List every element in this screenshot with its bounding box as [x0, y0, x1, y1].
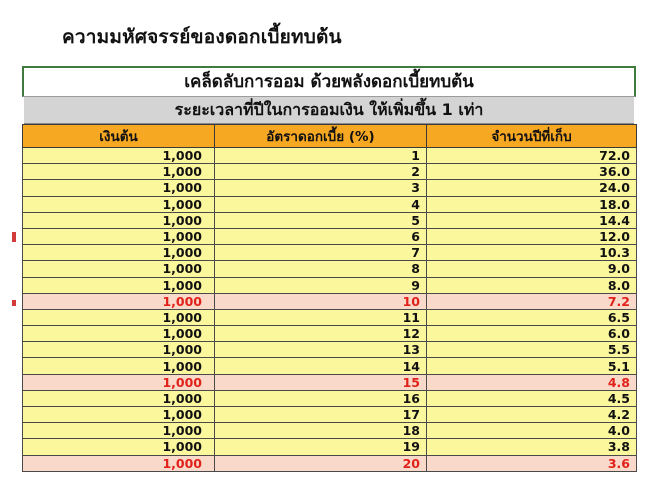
cell-years[interactable]: 12.0: [427, 228, 637, 244]
cell-principal[interactable]: 1,000: [23, 455, 215, 471]
table-row: [23, 423, 637, 439]
cell-rate[interactable]: 2: [215, 164, 427, 180]
column-header-rate[interactable]: อัตราดอกเบี้ย (%): [215, 125, 427, 148]
cell-principal[interactable]: 1,000: [23, 293, 215, 309]
table-row: [23, 358, 637, 374]
cell-rate[interactable]: 17: [215, 407, 427, 423]
column-header-principal[interactable]: เงินต้น: [23, 125, 215, 148]
cell-principal[interactable]: 1,000: [23, 277, 215, 293]
cell-rate[interactable]: 8: [215, 261, 427, 277]
cell-principal[interactable]: 1,000: [23, 164, 215, 180]
cell-principal[interactable]: 1,000: [23, 180, 215, 196]
cell-principal[interactable]: 1,000: [23, 342, 215, 358]
cell-rate[interactable]: 14: [215, 358, 427, 374]
cell-years[interactable]: 6.0: [427, 326, 637, 342]
cell-years[interactable]: 3.8: [427, 439, 637, 455]
cell-years[interactable]: 6.5: [427, 309, 637, 325]
cell-years[interactable]: 8.0: [427, 277, 637, 293]
cell-principal[interactable]: 1,000: [23, 148, 215, 164]
cell-years[interactable]: 14.4: [427, 212, 637, 228]
cell-rate[interactable]: 12: [215, 326, 427, 342]
cell-years[interactable]: 3.6: [427, 455, 637, 471]
cell-years[interactable]: 36.0: [427, 164, 637, 180]
cell-rate[interactable]: 16: [215, 390, 427, 406]
table-row: [23, 326, 637, 342]
table-row: [23, 228, 637, 244]
cell-principal[interactable]: 1,000: [23, 228, 215, 244]
table-row: [23, 374, 637, 390]
table-row: [23, 164, 637, 180]
column-header-years[interactable]: จำนวนปีที่เก็บ: [427, 125, 637, 148]
table-row: [23, 261, 637, 277]
cell-years[interactable]: 5.5: [427, 342, 637, 358]
cell-rate[interactable]: 19: [215, 439, 427, 455]
cell-rate[interactable]: 13: [215, 342, 427, 358]
cell-rate[interactable]: 20: [215, 455, 427, 471]
table-row: [23, 245, 637, 261]
cell-years[interactable]: 24.0: [427, 180, 637, 196]
table-row: [23, 277, 637, 293]
cell-rate[interactable]: 5: [215, 212, 427, 228]
cell-rate[interactable]: 15: [215, 374, 427, 390]
table-row: [23, 342, 637, 358]
table-row: [23, 407, 637, 423]
cell-principal[interactable]: 1,000: [23, 245, 215, 261]
cell-years[interactable]: 4.2: [427, 407, 637, 423]
cell-principal[interactable]: 1,000: [23, 374, 215, 390]
cell-rate[interactable]: 3: [215, 180, 427, 196]
cell-years[interactable]: 7.2: [427, 293, 637, 309]
cell-principal[interactable]: 1,000: [23, 407, 215, 423]
cell-rate[interactable]: 9: [215, 277, 427, 293]
cell-years[interactable]: 10.3: [427, 245, 637, 261]
cell-principal[interactable]: 1,000: [23, 261, 215, 277]
table-header-row: [23, 125, 637, 148]
sheet-heading: เคล็ดลับการออม ด้วยพลังดอกเบี้ยทบต้น: [22, 66, 636, 97]
cell-principal[interactable]: 1,000: [23, 196, 215, 212]
table-row: [23, 148, 637, 164]
cell-rate[interactable]: 10: [215, 293, 427, 309]
cell-rate[interactable]: 6: [215, 228, 427, 244]
savings-table: [22, 124, 637, 472]
spreadsheet: [22, 66, 636, 472]
cell-years[interactable]: 4.0: [427, 423, 637, 439]
table-row: [23, 212, 637, 228]
table-row: [23, 455, 637, 471]
sheet-subheading: ระยะเวลาที่ปีในการออมเงิน ให้เพิ่มขึ้น 1 เท่า: [24, 97, 634, 124]
cell-principal[interactable]: 1,000: [23, 212, 215, 228]
cell-years[interactable]: 4.5: [427, 390, 637, 406]
cell-principal[interactable]: 1,000: [23, 423, 215, 439]
edge-mark: [12, 232, 16, 242]
cell-years[interactable]: 9.0: [427, 261, 637, 277]
cell-principal[interactable]: 1,000: [23, 309, 215, 325]
table-body: [23, 148, 637, 472]
cell-years[interactable]: 4.8: [427, 374, 637, 390]
cell-principal[interactable]: 1,000: [23, 390, 215, 406]
cell-rate[interactable]: 1: [215, 148, 427, 164]
cell-principal[interactable]: 1,000: [23, 439, 215, 455]
table-row: [23, 439, 637, 455]
cell-years[interactable]: 72.0: [427, 148, 637, 164]
table-row: [23, 180, 637, 196]
cell-principal[interactable]: 1,000: [23, 326, 215, 342]
table-row: [23, 196, 637, 212]
cell-rate[interactable]: 7: [215, 245, 427, 261]
cell-principal[interactable]: 1,000: [23, 358, 215, 374]
table-row: [23, 309, 637, 325]
cell-rate[interactable]: 18: [215, 423, 427, 439]
edge-mark: [12, 300, 16, 306]
page-title: ความมหัศจรรย์ของดอกเบี้ยทบต้น: [62, 26, 342, 48]
table-row: [23, 293, 637, 309]
cell-rate[interactable]: 4: [215, 196, 427, 212]
cell-years[interactable]: 18.0: [427, 196, 637, 212]
cell-years[interactable]: 5.1: [427, 358, 637, 374]
cell-rate[interactable]: 11: [215, 309, 427, 325]
table-row: [23, 390, 637, 406]
